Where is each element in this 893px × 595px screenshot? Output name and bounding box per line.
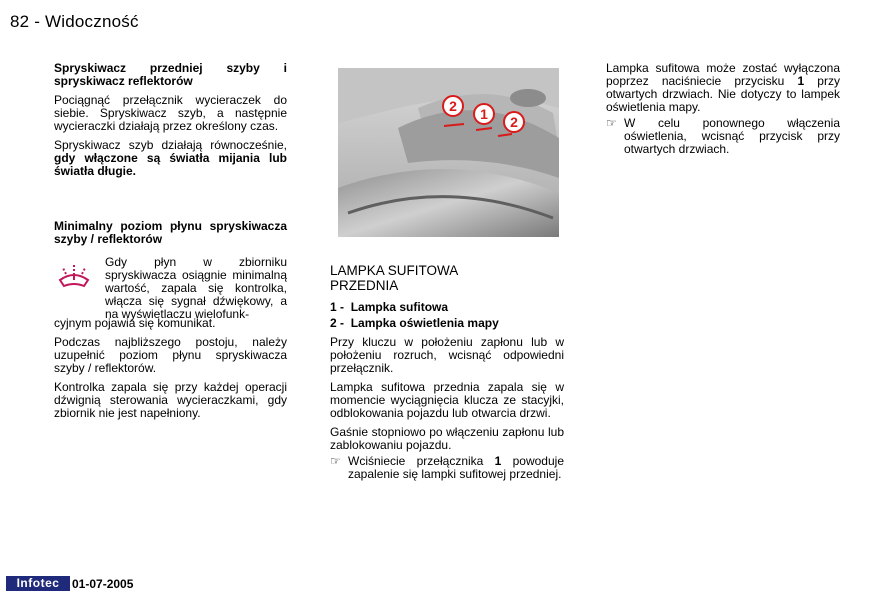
svg-text:1: 1 bbox=[480, 106, 488, 122]
svg-text:2: 2 bbox=[510, 114, 518, 130]
left-column-2 bbox=[54, 220, 287, 252]
washer-fluid-warning-icon bbox=[56, 260, 92, 292]
right-note: ☞ W celu ponownego włączenia oświetlenia, wcisnąć przycisk przy otwartych drzwiach. bbox=[606, 116, 840, 156]
right-paragraph-1: Lampka sufitowa może zostać wyłączona poprzez naciśniecie przycisku 1 przy otwartych drzwiach. Nie dotyczy to lampek oświetlenia mapy. bbox=[606, 61, 840, 114]
lamp-paragraph-1: Przy kluczu w położeniu zapłonu lub w położeniu rozruch, wcisnąć odpowiedni przełącznik. bbox=[330, 335, 564, 375]
legend-item-1: 1 - Lampka sufitowa bbox=[330, 300, 449, 314]
fluid-icon-text: Gdy płyn w zbiorniku spryskiwacza osiągnie minimalną wartość, zapala się kontrolka, włącza się sygnał dźwiękowy, a na wyświetlaczu wielofunk- bbox=[105, 255, 287, 321]
lamp-paragraph-3: Gaśnie stopniowo po włączeniu zapłonu lub zablokowaniu pojazdu. bbox=[330, 425, 564, 452]
photo-label-2b bbox=[504, 112, 524, 132]
footer-date: 01-07-2005 bbox=[72, 577, 134, 591]
legend-item-2: 2 - Lampka oświetlenia mapy bbox=[330, 316, 499, 330]
fluid-paragraph-2: Kontrolka zapala się przy każdej operacji dźwignią sterowania wycieraczkami, gdy zbiornik nie jest napełniony. bbox=[54, 380, 287, 420]
ceiling-lamp-photo bbox=[338, 68, 559, 237]
fluid-paragraph-1: Podczas najbliższego postoju, należy uzupełnić poziom płynu spryskiwacza szyby / reflektorów. bbox=[54, 335, 287, 375]
washer-paragraph-1: Pociągnąć przełącznik wycieraczek do siebie. Spryskiwacz szyb, a następnie wycieraczki działają przez określony czas. bbox=[54, 93, 287, 133]
pointing-hand-icon: ☞ bbox=[606, 116, 617, 130]
left-column-3 bbox=[54, 317, 287, 426]
pointing-hand-icon: ☞ bbox=[330, 454, 341, 468]
photo-label-1 bbox=[474, 104, 494, 124]
fluid-icon-text-cont: cyjnym pojawia się komunikat. bbox=[54, 316, 216, 330]
lamp-note: ☞ Wciśniecie przełącznika 1 powoduje zapalenie się lampki sufitowej przedniej. bbox=[330, 454, 564, 481]
photo-label-2a bbox=[443, 96, 463, 116]
right-column bbox=[606, 62, 840, 156]
left-column bbox=[54, 62, 287, 184]
section-heading-line1: LAMPKA SUFITOWA bbox=[330, 263, 459, 278]
infotec-logo: Infotec bbox=[6, 576, 70, 591]
section-title-fluid-level: Minimalny poziom płynu spryskiwacza szyby / reflektorów bbox=[54, 219, 287, 246]
section-heading-line2: PRZEDNIA bbox=[330, 278, 399, 293]
lamp-paragraph-2: Lampka sufitowa przednia zapala się w momencie wyciągnięcia klucza ze stacyjki, odblokowania pojazdu lub otwarcia drzwi. bbox=[330, 380, 564, 420]
svg-text:2: 2 bbox=[449, 98, 457, 114]
page-title: 82 - Widoczność bbox=[10, 12, 139, 31]
washer-paragraph-2: Spryskiwacz szyb działają równocześnie, gdy włączone są światła mijania lub światła długie. bbox=[54, 138, 287, 178]
section-title-washer: Spryskiwacz przedniej szyby i spryskiwacz reflektorów bbox=[54, 61, 287, 88]
middle-column bbox=[330, 263, 564, 481]
